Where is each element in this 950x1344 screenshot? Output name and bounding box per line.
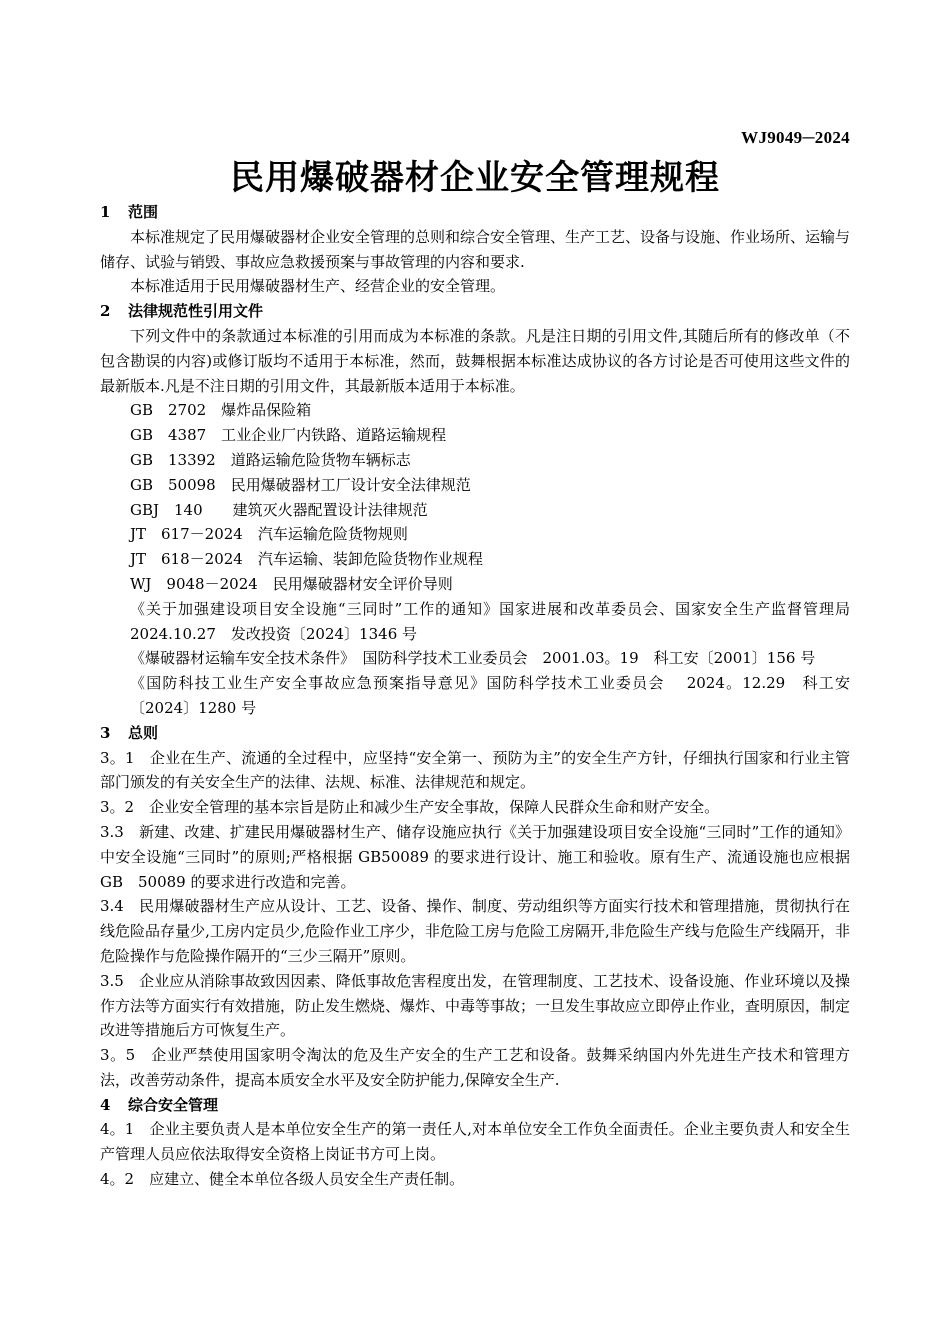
reference-item: GBJ 140 建筑灭火器配置设计法律规范 — [130, 500, 428, 519]
clause: 3.4 民用爆破器材生产应从设计、工艺、设备、操作、制度、劳动组织等方面实行技术和管理措施，贯彻执行在线危险品存量少,工房内定员少,危险作业工序少，非危险工房与危险工房隔开,非危险生产线与危险生产线隔开，非危险操作与危险操作隔开的“三少三隔开”原则。 — [100, 897, 850, 965]
reference-item: JT 617－2024 汽车运输危险货物规则 — [130, 525, 408, 544]
standard-code: WJ9049─2024 — [741, 128, 850, 147]
clause: 4。1 企业主要负责人是本单位安全生产的第一责任人,对本单位安全工作负全面责任。企业主要负责人和安全生产管理人员应依法取得安全资格上岗证书方可上岗。 — [100, 1120, 850, 1164]
paragraph: 本标准规定了民用爆破器材企业安全管理的总则和综合安全管理、生产工艺、设备与设施、作业场所、运输与储存、试验与销毁、事故应急救援预案与事故管理的内容和要求. — [100, 227, 851, 271]
section-heading-references: 2 法律规范性引用文件 — [100, 302, 264, 321]
reference-document: 《爆破器材运输车安全技术条件》 国防科学技术工业委员会 2001.03。19 科工安〔2001〕156 号 — [130, 649, 816, 668]
paragraph: 本标准适用于民用爆破器材生产、经营企业的安全管理。 — [130, 277, 506, 296]
clause: 3.3 新建、改建、扩建民用爆破器材生产、储存设施应执行《关于加强建设项目安全设施“三同时”工作的通知》中安全设施“三同时”的原则;严格根据 GB50089 的要求进行设计、施工和验收。原有生产、流通设施也应根据 GB 50089 的要求进行改造和完善。 — [100, 822, 850, 891]
reference-document: 《国防科技工业生产安全事故应急预案指导意见》国防科学技术工业委员会 2024。12.29 科工安〔2024〕1280 号 — [130, 674, 850, 717]
reference-item: JT 618－2024 汽车运输、装卸危险货物作业规程 — [130, 550, 483, 569]
section-heading-general: 3 总则 — [100, 723, 159, 742]
clause: 3。5 企业严禁使用国家明令淘汰的危及生产安全的生产工艺和设备。鼓舞采纳国内外先进生产技术和管理方法，改善劳动条件，提高本质安全水平及安全防护能力,保障安全生产. — [100, 1046, 850, 1089]
document-body — [100, 200, 866, 1192]
reference-item: WJ 9048－2024 民用爆破器材安全评价导则 — [130, 574, 453, 593]
reference-item: GB 50098 民用爆破器材工厂设计安全法律规范 — [130, 475, 471, 494]
page-title: 民用爆破器材企业安全管理规程 — [230, 158, 720, 198]
reference-document: 《关于加强建设项目安全设施“三同时”工作的通知》国家进展和改革委员会、国家安全生产监督管理局 2024.10.27 发改投资〔2024〕1346 号 — [130, 599, 866, 643]
clause: 3.5 企业应从消除事故致因因素、降低事故危害程度出发，在管理制度、工艺技术、设备设施、作业环境以及操作方法等方面实行有效措施，防止发生燃烧、爆炸、中毒等事故；一旦发生事故应立即停止作业，查明原因，制定改进等措施后方可恢复生产。 — [100, 971, 851, 1040]
paragraph: 下列文件中的条款通过本标准的引用而成为本标准的条款。凡是注日期的引用文件,其随后所有的修改单（不包含勘误的内容)或修订版均不适用于本标准，然而，鼓舞根据本标准达成协议的各方讨论是否可使用这些文件的最新版本.凡是不注日期的引用文件，其最新版本适用于本标准。 — [100, 326, 850, 395]
reference-item: GB 2702 爆炸品保险箱 — [130, 401, 312, 420]
section-heading-scope: 1 范围 — [100, 203, 159, 221]
clause: 4。2 应建立、健全本单位各级人员安全生产责任制。 — [100, 1170, 465, 1189]
section-heading-safety-management: 4 综合安全管理 — [100, 1095, 219, 1114]
clause: 3。1 企业在生产、流通的全过程中，应坚持“安全第一、预防为主”的安全生产方针，仔细执行国家和行业主管部门颁发的有关安全生产的法律、法规、标准、法律规范和规定。 — [100, 748, 850, 792]
reference-item: GB 4387 工业企业厂内铁路、道路运输规程 — [130, 426, 447, 445]
reference-item: GB 13392 道路运输危险货物车辆标志 — [130, 450, 411, 469]
clause: 3。2 企业安全管理的基本宗旨是防止和减少生产安全事故，保障人民群众生命和财产安全。 — [100, 798, 720, 817]
